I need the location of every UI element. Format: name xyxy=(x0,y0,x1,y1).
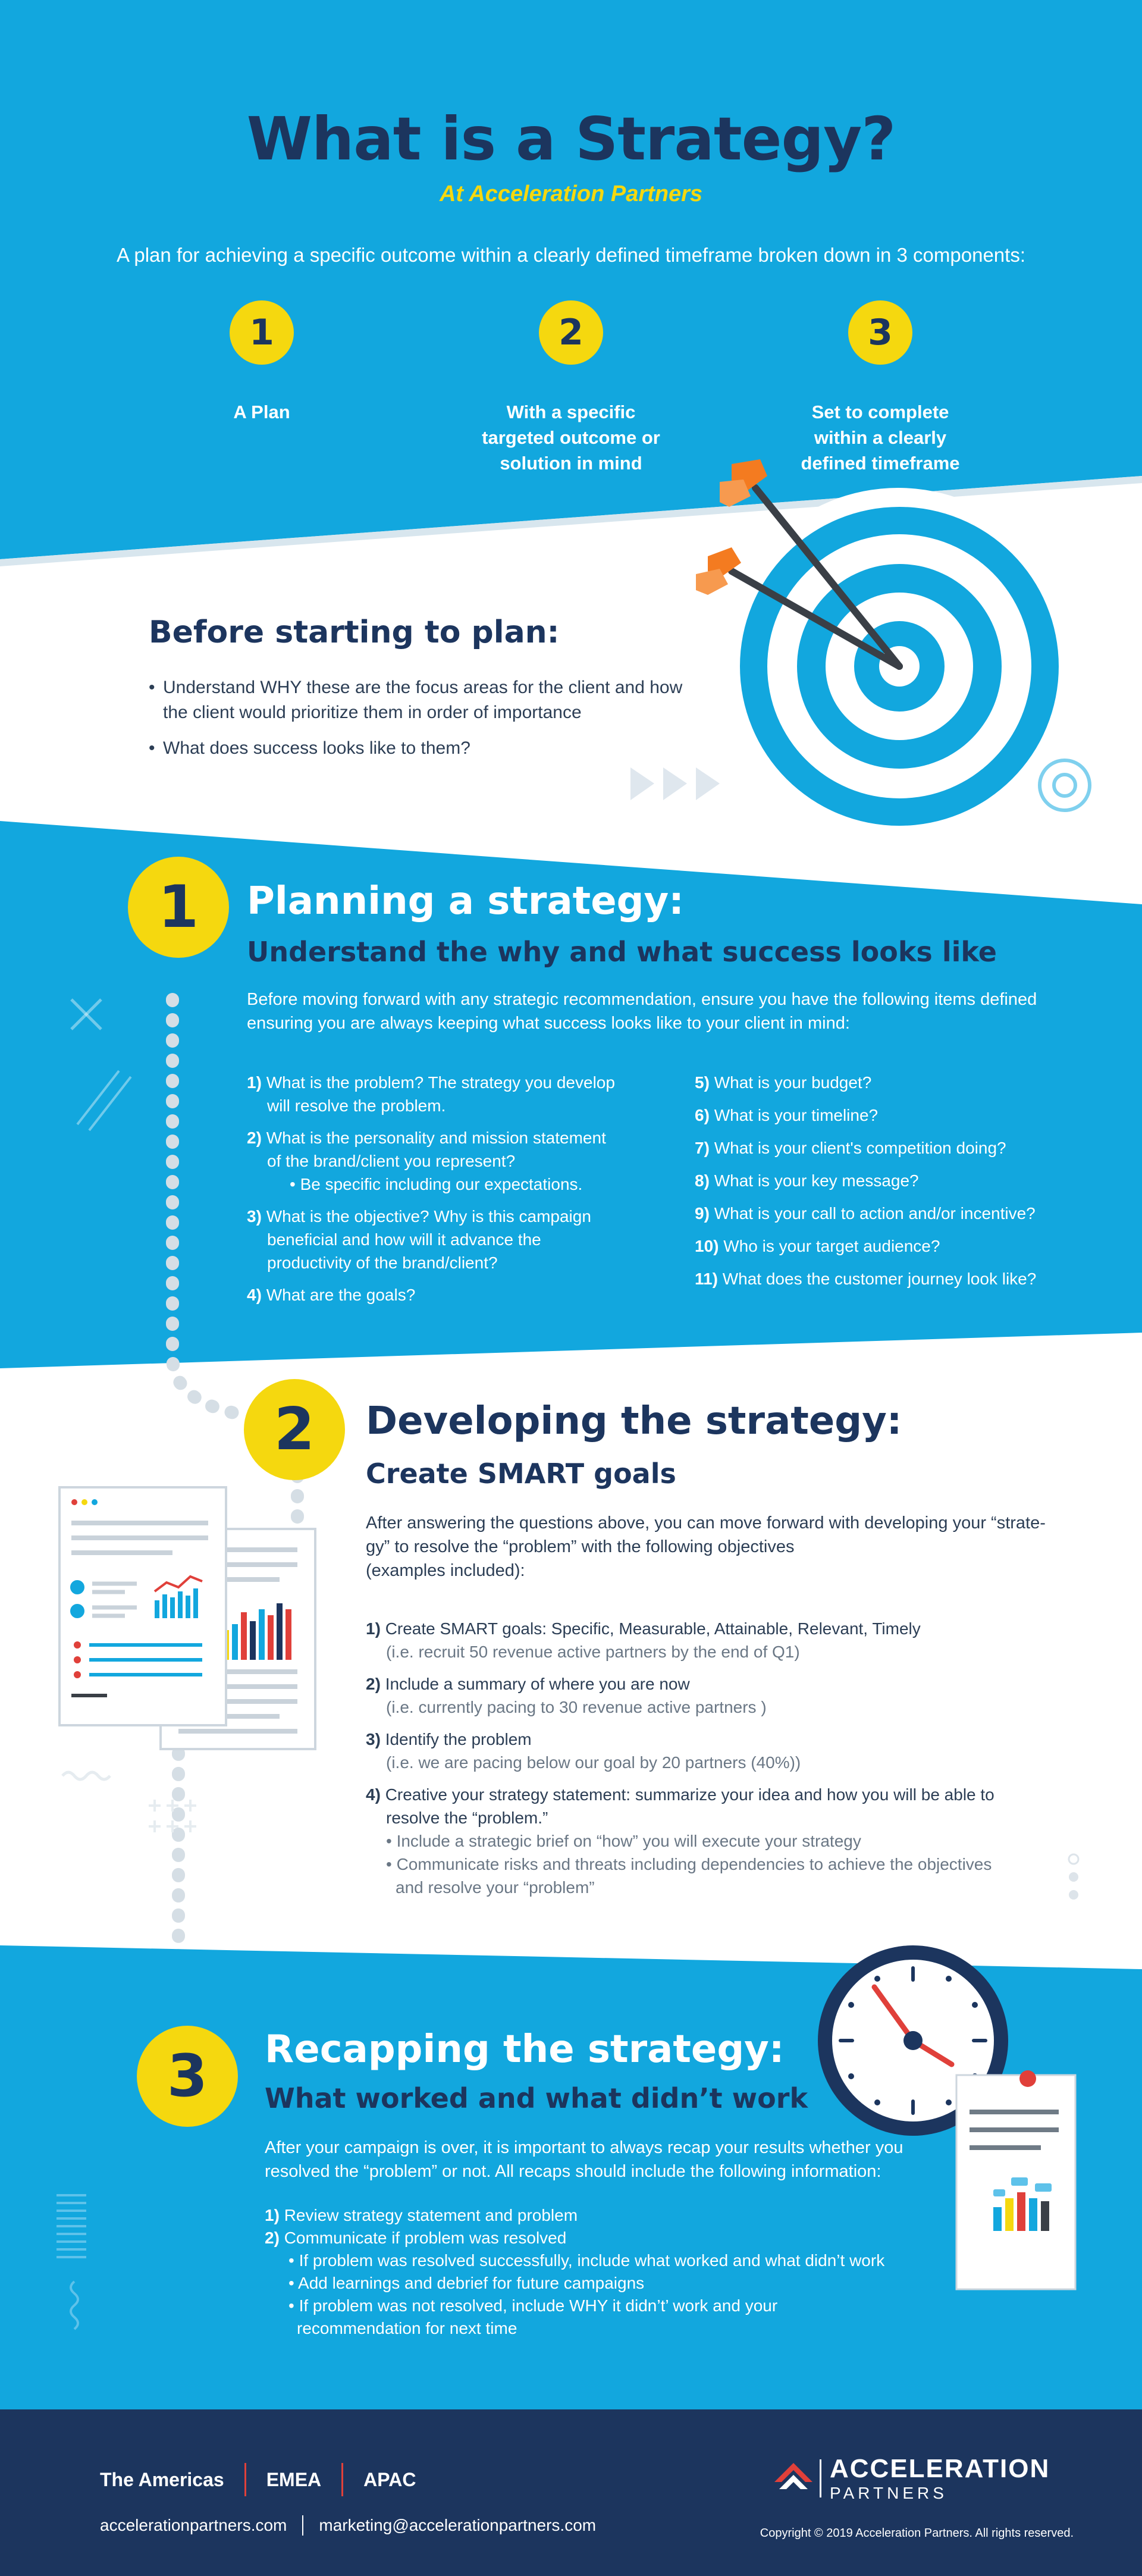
component-text: Set to complete within a clearly defined timeframe xyxy=(801,402,960,474)
step-number-2: 2 xyxy=(244,1379,345,1480)
logo-icon xyxy=(772,2461,815,2496)
before-bullet: • What does success looks like to them? xyxy=(149,736,696,761)
objective-item: 3) Identify the problem (i.e. we are pacing below our goal by 20 partners (40%)) xyxy=(366,1730,801,1772)
component-text: With a specific targeted outcome or solution in mind xyxy=(482,402,660,474)
section3-title: Recapping the strategy: xyxy=(265,2027,785,2072)
section2-intro: After answering the questions above, you can move forward with developing your “strate- gy” to resolve the “problem” with the following objectives (examples included): xyxy=(366,1513,1046,1580)
divider xyxy=(302,2515,303,2536)
question-item: 8) What is your key message? xyxy=(695,1171,919,1190)
decor-dots xyxy=(1065,1850,1083,1910)
section1-list-left xyxy=(247,1071,663,1315)
region-americas[interactable]: The Americas xyxy=(100,2468,224,2490)
objective-item: 4) Creative your strategy statement: summarize your idea and how you will be able to resolve the “problem.” • Include a strategic brief on “how” you will execute your strategy • Communicate risks and threats including dependencies to achieve the objectives and resolve your “problem” xyxy=(366,1785,994,1897)
gear-icon xyxy=(1040,760,1090,810)
recap-bullet: • If problem was not resolved, include WHY it didn’t’ work and your xyxy=(288,2296,778,2315)
footer-regions xyxy=(100,2463,416,2496)
question-item: 7) What is your client's competition doing? xyxy=(695,1139,1006,1157)
recap-item: 1) Review strategy statement and problem xyxy=(265,2206,578,2224)
question-item: 5) What is your budget? xyxy=(695,1073,872,1092)
section1-subtitle: Understand the why and what success looks like xyxy=(247,936,997,968)
question-item: 1) What is the problem? The strategy you develop will resolve the problem. xyxy=(247,1073,615,1115)
region-emea[interactable]: EMEA xyxy=(266,2468,322,2490)
recap-bullet: recommendation for next time xyxy=(297,2319,517,2337)
component-number: 3 xyxy=(848,300,912,365)
report-documents-icon xyxy=(54,1481,327,1767)
section3-intro: After your campaign is over, it is important to always recap your results whether you resolved the “problem” or not. All recaps should include the following information: xyxy=(265,2138,903,2181)
section2-title: Developing the strategy: xyxy=(366,1399,902,1443)
footer-links xyxy=(100,2515,596,2536)
question-item: 2) What is the personality and mission statement of the brand/client you represent? • Be specific including our expectations. xyxy=(247,1129,606,1193)
divider xyxy=(341,2463,343,2496)
logo-wordmark: ACCELERATION PARTNERS xyxy=(830,2454,1050,2502)
section1-title: Planning a strategy: xyxy=(247,879,684,923)
recap-item: 2) Communicate if problem was resolved xyxy=(265,2229,567,2247)
section1-list-right xyxy=(695,1071,1111,1300)
step-number-1: 1 xyxy=(128,857,229,958)
component-number: 1 xyxy=(230,300,294,365)
logo xyxy=(772,2454,1050,2503)
recap-bullet: • If problem was resolved successfully, include what worked and what didn’t work xyxy=(288,2251,885,2270)
copyright: Copyright © 2019 Acceleration Partners. All rights reserved. xyxy=(760,2527,1074,2540)
step-number-3: 3 xyxy=(137,2026,238,2127)
report-clipboard-icon xyxy=(952,2070,1083,2296)
question-item: 10) Who is your target audience? xyxy=(695,1237,940,1255)
question-item: 11) What does the customer journey look like? xyxy=(695,1270,1037,1288)
before-bullet: • Understand WHY these are the focus areas for the client and how the client would prioritize them in order of importance xyxy=(149,675,696,725)
website-link[interactable]: accelerationpartners.com xyxy=(100,2516,287,2534)
divider xyxy=(820,2459,821,2497)
component-number: 2 xyxy=(539,300,603,365)
component-3 xyxy=(761,300,999,476)
section2-subtitle: Create SMART goals xyxy=(366,1458,676,1490)
before-bullets xyxy=(149,675,696,772)
objective-item: 1) Create SMART goals: Specific, Measurable, Attainable, Relevant, Timely (i.e. recruit 50 revenue active partners by the end of Q1) xyxy=(366,1619,921,1661)
intro-text: A plan for achieving a specific outcome within a clearly defined timeframe broken down in 3 components: xyxy=(117,244,1025,266)
question-item: 9) What is your call to action and/or incentive? xyxy=(695,1204,1036,1223)
region-apac[interactable]: APAC xyxy=(363,2468,416,2490)
decor-plus-grid xyxy=(59,1767,226,1838)
target-icon xyxy=(684,452,1136,869)
component-2 xyxy=(452,300,690,476)
page-subtitle: At Acceleration Partners xyxy=(439,181,703,206)
component-text: A Plan xyxy=(233,402,290,422)
email-link[interactable]: marketing@accelerationpartners.com xyxy=(319,2516,597,2534)
component-1 xyxy=(143,300,381,425)
section2-list xyxy=(366,1617,1103,1908)
question-item: 6) What is your timeline? xyxy=(695,1106,879,1124)
objective-item: 2) Include a summary of where you are now (i.e. currently pacing to 30 revenue active partners ) xyxy=(366,1675,767,1716)
section1-intro: Before moving forward with any strategic recommendation, ensure you have the following items defined ensuring you are always keeping what success looks like to your client in mind: xyxy=(247,990,1037,1033)
recap-bullet: • Add learnings and debrief for future campaigns xyxy=(288,2274,645,2292)
section3-list xyxy=(265,2204,943,2340)
divider xyxy=(244,2463,246,2496)
page-title: What is a Strategy? xyxy=(246,104,896,174)
before-title: Before starting to plan: xyxy=(149,615,560,650)
decor-stripes xyxy=(57,2192,104,2347)
section3-subtitle: What worked and what didn’t work xyxy=(265,2082,808,2114)
question-item: 3) What is the objective? Why is this campaign beneficial and how will it advance the productivity of the brand/client? xyxy=(247,1207,591,1272)
question-item: 4) What are the goals? xyxy=(247,1286,416,1304)
